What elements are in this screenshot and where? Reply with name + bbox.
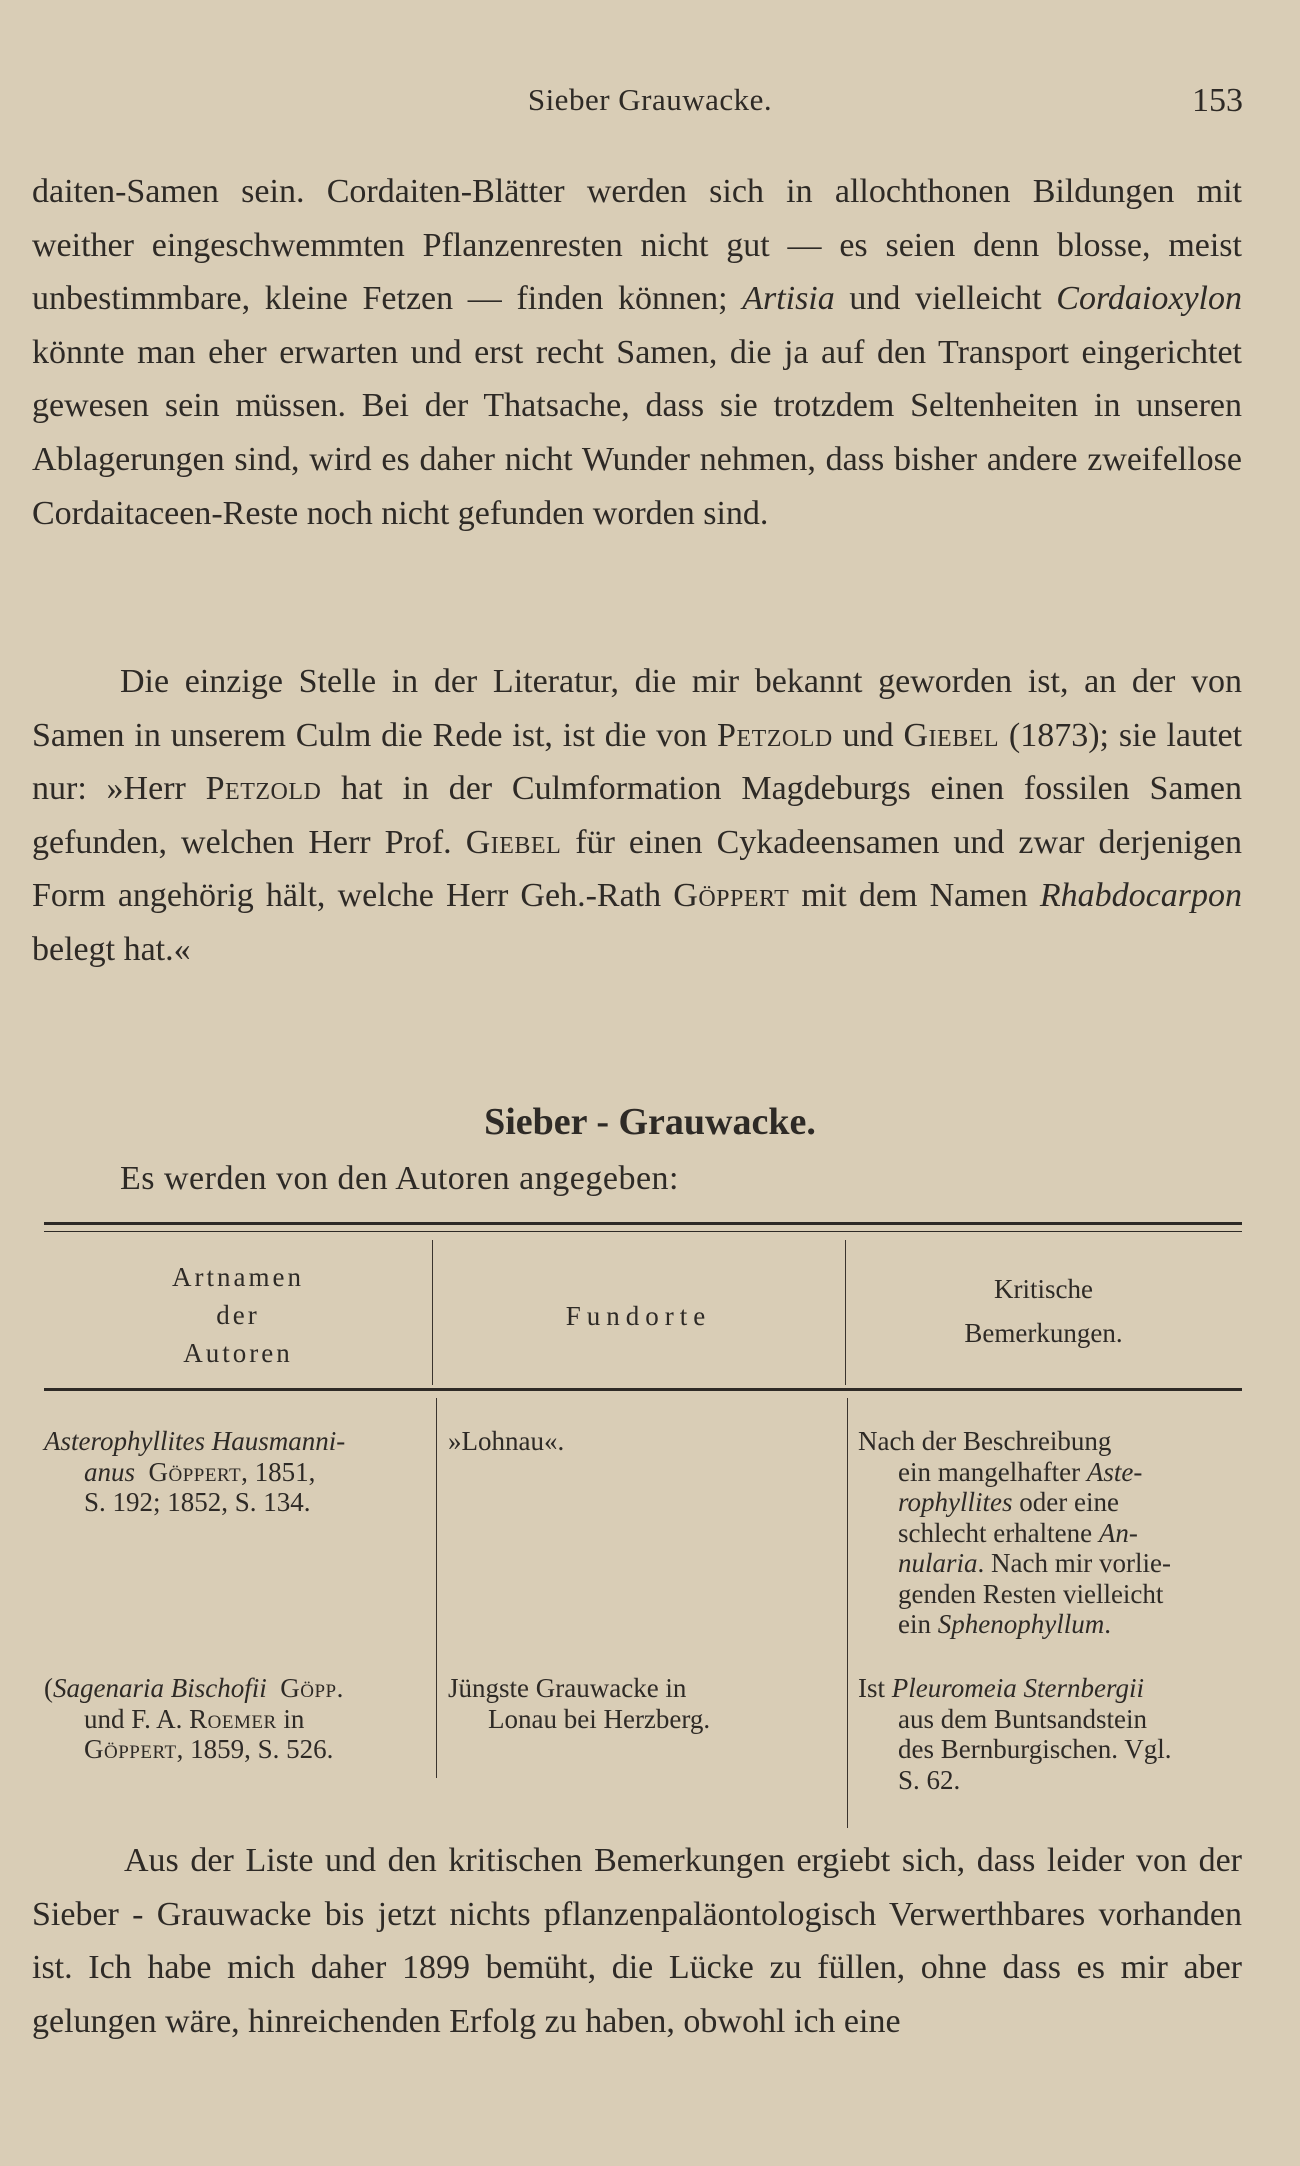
text-run: in (276, 1703, 305, 1734)
locality-line: Lonau bei Herzberg. (488, 1703, 711, 1734)
taxon-name: anus (84, 1456, 136, 1487)
taxon-name: Pleuromeia Sternbergii (891, 1673, 1144, 1703)
text-run: und (832, 716, 904, 754)
text-run: ( (44, 1673, 53, 1703)
text-run: könnte man eher erwarten und erst recht Samen, die ja auf den Transport eingerichtet gewesen sein müssen. Bei der Thatsache, dass sie trotzdem Seltenheiten in unseren Ablagerungen sind, wird es daher nicht Wunder nehmen, dass bisher andere zweifellose Cordaitaceen-Reste noch nicht gefunden worden sind. (32, 333, 1242, 532)
table-header-locality: Fundorte (565, 1301, 712, 1331)
header-line: Artnamen (172, 1262, 304, 1292)
text-run: . Nach mir vorlie- (977, 1548, 1171, 1578)
text-run: . (1104, 1609, 1111, 1639)
table-cell-species (44, 1673, 426, 1765)
text-run: oder eine (1012, 1487, 1119, 1517)
author-name: Giebel (903, 716, 1000, 754)
text-run: Ist (858, 1673, 892, 1703)
header-line: Autoren (183, 1338, 293, 1368)
paragraph-1 (32, 165, 1242, 540)
author-name: Roemer (189, 1703, 277, 1734)
text-run: mit dem Namen (789, 877, 1040, 915)
text-run: für einen Cykadeensamen und zwar derjenigen Form angehörig hält, welche Herr Geh.-Rath (32, 823, 1242, 915)
locality-line: Jüngste Grauwacke in (448, 1673, 687, 1703)
remark-line: genden Resten vielleicht (898, 1578, 1164, 1609)
text-run: und vielleicht (834, 280, 1057, 318)
table-top-rule-thin (44, 1231, 1242, 1232)
paragraph-2 (32, 655, 1242, 977)
text-run: daiten-Samen sein. Cordaiten-Blätter werden sich in allochthonen Bildungen mit weither eingeschwemmten Pflanzenresten nicht gut — es seien denn blosse, meist unbestimmbare, kleine Fetzen — finden können; (32, 173, 1242, 318)
text-run: . (336, 1673, 344, 1703)
page-number: 153 (1192, 82, 1243, 119)
citation: , 1859, S. 526. (176, 1734, 334, 1764)
taxon-name: Aste- (1086, 1456, 1143, 1487)
running-title: Sieber Grauwacke. (527, 82, 773, 117)
remark-line: S. 62. (898, 1764, 961, 1795)
author-name: Petzold (205, 770, 322, 808)
taxon-name: Sagenaria Bischofii (53, 1673, 267, 1703)
running-header (0, 82, 1300, 132)
text-run: belegt hat.« (32, 930, 191, 968)
column-divider (436, 1398, 437, 1778)
remark-line: aus dem Buntsandstein (898, 1703, 1147, 1734)
header-line: Kritische (994, 1274, 1093, 1304)
table-header-species (44, 1258, 432, 1372)
author-name: Göpp (280, 1673, 337, 1703)
author-name: Göppert (673, 877, 790, 915)
taxon-name: Asterophyllites Hausmanni- (44, 1426, 346, 1456)
text-run: ein (898, 1609, 938, 1639)
taxon-name: Sphenophyllum (937, 1609, 1105, 1639)
table-top-rule (44, 1222, 1242, 1225)
column-divider (847, 1398, 848, 1828)
paragraph-3: Aus der Liste und den kritischen Bemerkungen ergiebt sich, dass leider von der Sieber - Grauwacke bis jetzt nichts pflanzenpaläontologisch Verwerthbares vorhanden ist. Ich habe mich daher 1899 bemüht, die Lücke zu füllen, ohne dass es mir aber gelungen wäre, hinreichenden Erfolg zu haben, obwohl ich eine (32, 1842, 1242, 2040)
text-run: hat in der Culmformation Magdeburgs einen fossilen Samen gefunden, welchen Herr Prof. (32, 770, 1242, 861)
taxon-name: Artisia (742, 280, 835, 318)
table-cell-species (44, 1426, 426, 1518)
author-name: Petzold (717, 716, 833, 754)
table-header-remarks (845, 1267, 1242, 1355)
author-name: Giebel (465, 823, 562, 861)
text-run: schlecht erhaltene (898, 1517, 1099, 1548)
header-line: der (216, 1300, 260, 1330)
text-run: (1873); sie lautet nur: »Herr (32, 716, 1243, 808)
table-cell-remarks (858, 1426, 1242, 1640)
text-run: ein mangelhafter (898, 1456, 1087, 1487)
author-name: Göppert (148, 1456, 242, 1487)
taxon-name: rophyllites (898, 1487, 1013, 1517)
text-run: und F. A. (84, 1703, 190, 1734)
taxon-name: An- (1098, 1517, 1138, 1548)
table-cell-remarks (858, 1673, 1242, 1795)
text-run: Die einzige Stelle in der Literatur, die mir bekannt geworden ist, an der von Samen in unserem Culm die Rede ist, ist die von (32, 663, 1242, 754)
taxon-name: Rhabdocarpon (1039, 877, 1242, 915)
taxon-name: nularia (898, 1548, 978, 1578)
taxon-name: Cordaioxylon (1056, 280, 1242, 318)
section-heading: Sieber - Grauwacke. (484, 1101, 816, 1143)
section-intro: Es werden von den Autoren angegeben: (120, 1160, 679, 1197)
table-header-rule (44, 1388, 1242, 1391)
citation: , 1851, (241, 1456, 316, 1487)
author-name: Göppert (84, 1734, 177, 1764)
header-line: Bemerkungen. (964, 1318, 1123, 1348)
table-cell-locality (448, 1673, 838, 1734)
remark-line: Nach der Beschreibung (858, 1426, 1112, 1456)
table-cell-locality: »Lohnau«. (448, 1426, 565, 1456)
citation: S. 192; 1852, S. 134. (84, 1487, 311, 1517)
remark-line: des Bernburgischen. Vgl. (898, 1734, 1172, 1764)
